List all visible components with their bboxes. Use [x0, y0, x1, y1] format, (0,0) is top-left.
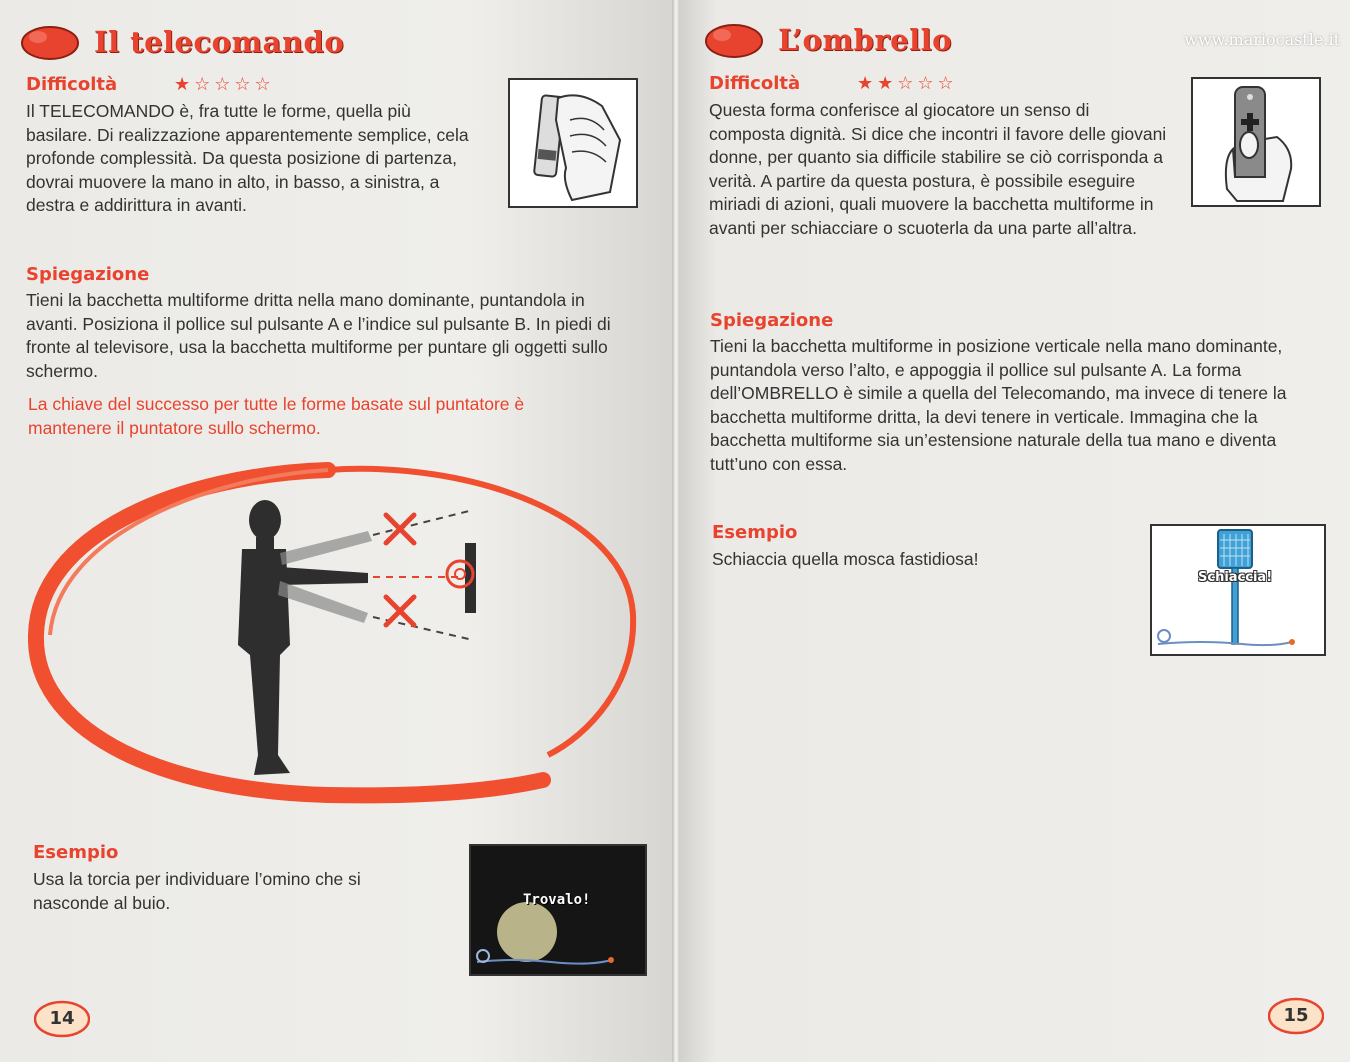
hand-grip-photo	[508, 78, 638, 208]
tip-text: La chiave del successo per tutte le forme basate sul puntatore è mantenere il puntatore sullo schermo.	[28, 394, 525, 438]
book-spine	[672, 0, 680, 1062]
hand-holding-remote-icon	[510, 80, 636, 206]
flyswatter-scene	[1152, 526, 1324, 654]
page-number: 15	[1283, 1005, 1309, 1026]
hand-grip-photo	[1191, 77, 1321, 207]
page-title: Il telecomando	[94, 25, 345, 59]
difficulty-label: Difficoltà	[709, 73, 801, 94]
page-title: L’ombrello	[778, 23, 952, 57]
intro-text: Questa forma conferisce al giocatore un senso di composta dignità. Si dice che incontri il favore delle giovani donne, per quanto sia difficile stabilire se ciò corrisponda a verità. A partire da questa postura, è possibile eseguire miriadi di azioni, quali muovere la bacchetta multiforme in avanti per schiacciare o scuoterla da una parte all’altra.	[709, 100, 1167, 238]
explain-text: Tieni la bacchetta multiforme in posizione verticale nella mano dominante, puntandola verso l’alto, e appoggia il pollice sul pulsante A. La forma dell’OMBRELLO è simile a quella del Telecomando, ma invece di tenere la bacchetta multiforme dritta, la devi tenere in verticale. Immagina che la bacchetta multiforme sia un’estensione naturale della tua mano e diventa tutt’uno con essa.	[710, 336, 1287, 474]
wario-cloud-icon	[704, 20, 764, 60]
difficulty-stars: ★☆☆☆☆	[174, 74, 275, 95]
example-heading: Esempio	[712, 522, 798, 543]
wario-cloud-icon	[20, 22, 80, 62]
hand-holding-remote-vertical-icon	[1193, 79, 1319, 205]
game-screenshot-flyswatter	[1150, 524, 1326, 656]
watermark: www.mariocastle.it	[1184, 30, 1340, 49]
right-title-row	[704, 20, 952, 60]
screenshot-caption: Schiaccia!	[1198, 570, 1273, 585]
pointing-illustration	[28, 455, 648, 815]
explain-heading: Spiegazione	[710, 310, 834, 331]
example-text: Usa la torcia per individuare l’omino che si nasconde al buio.	[33, 869, 361, 913]
page-number-badge	[1268, 997, 1324, 1035]
game-screenshot-flashlight	[469, 844, 647, 976]
page-number: 14	[49, 1008, 75, 1029]
left-title-row	[20, 22, 344, 62]
explain-heading: Spiegazione	[26, 264, 150, 285]
example-heading: Esempio	[33, 842, 119, 863]
difficulty-stars: ★★☆☆☆	[857, 73, 958, 94]
page-number-badge	[34, 1000, 90, 1038]
difficulty-label: Difficoltà	[26, 74, 118, 95]
example-text: Schiaccia quella mosca fastidiosa!	[712, 549, 979, 569]
screenshot-caption: Trovalo!	[523, 892, 591, 908]
explain-text: Tieni la bacchetta multiforme dritta nella mano dominante, puntandola in avanti. Posiziona il pollice sul pulsante A e l’indice sul pulsante B. In piedi di fronte al televisore, usa la bacchetta multiforme per puntare gli oggetti sullo schermo.	[26, 290, 611, 381]
flashlight-scene	[471, 846, 645, 974]
intro-text: Il TELECOMANDO è, fra tutte le forme, quella più basilare. Di realizzazione apparentemente semplice, cela profonde complessità. Da questa posizione di partenza, dovrai muovere la mano in alto, in basso, a sinistra, a destra e addirittura in avanti.	[26, 101, 469, 216]
